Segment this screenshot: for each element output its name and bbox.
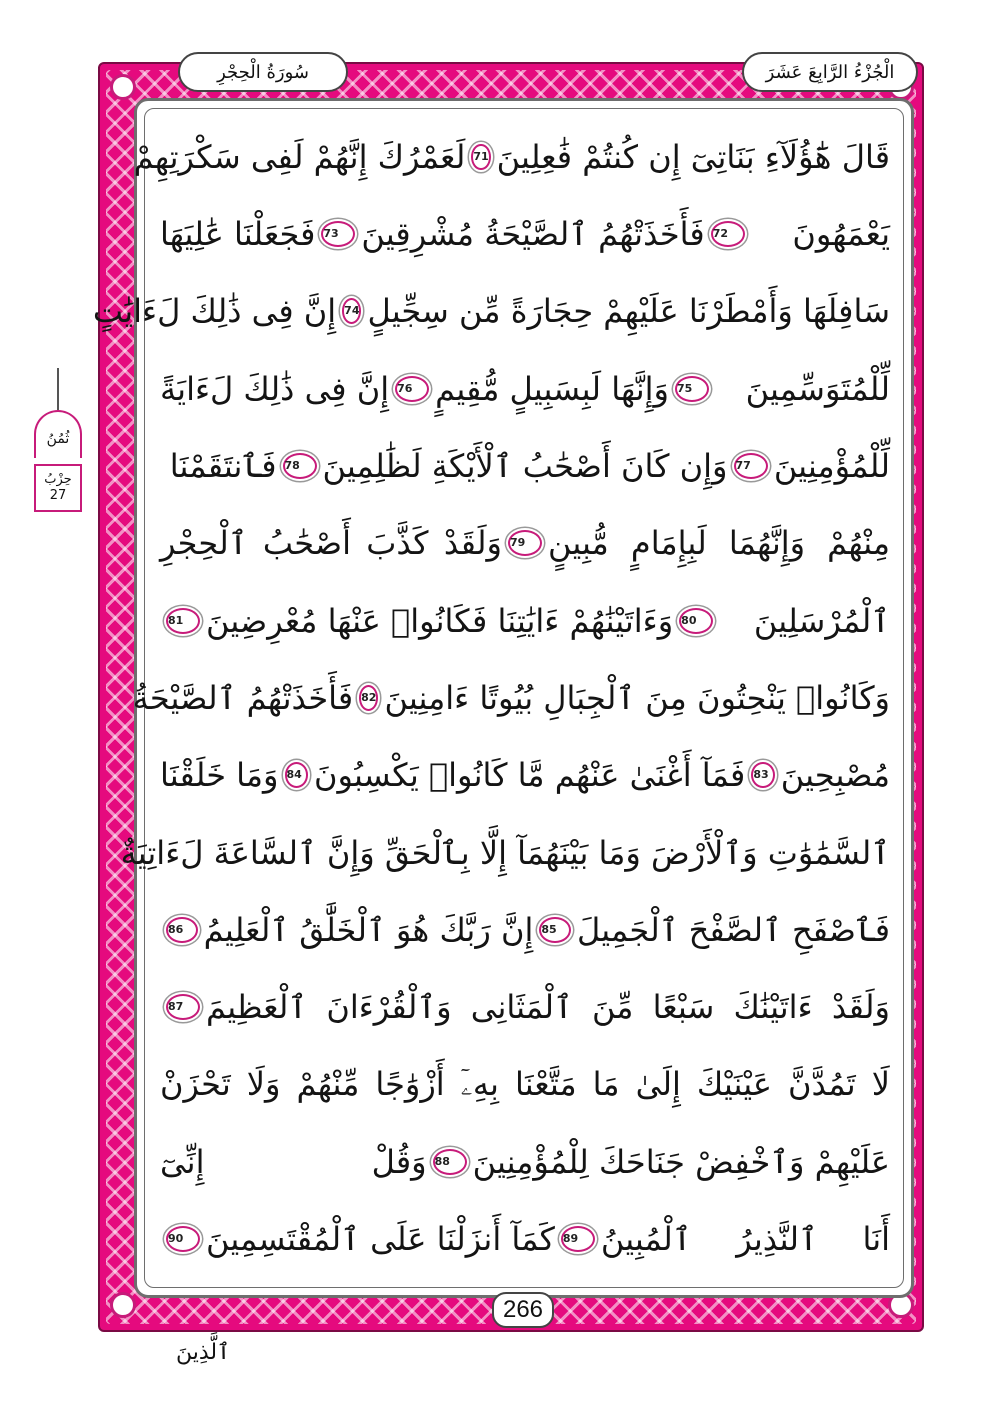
catchword: ٱلَّذِينَ <box>175 1340 230 1365</box>
text-line <box>160 977 890 1037</box>
verse-text: إِنَّ رَبَّكَ هُوَ ٱلْخَلَّٰقُ ٱلْعَلِيمُ <box>203 911 534 949</box>
verse-text: لِّلْمُؤْمِنِينَ <box>773 447 890 485</box>
verse-number-marker: 89 <box>561 1226 595 1252</box>
hizb-spike-ornament <box>52 368 64 410</box>
text-line <box>160 900 890 960</box>
verse-text: إِنَّ فِى ذَٰلِكَ لَءَايَةً <box>160 369 390 408</box>
text-line <box>160 359 890 419</box>
verse-text: فَأَخَذَتْهُمُ ٱلصَّيْحَةُ مُشْرِقِينَ <box>361 215 705 253</box>
verse-text: عَلَيْهِمْ وَٱخْفِضْ جَنَاحَكَ لِلْمُؤْمِنِينَ <box>472 1143 890 1181</box>
hizb-fraction: ثُمُنُ <box>34 410 82 458</box>
text-line <box>160 1209 890 1269</box>
verse-text: مِنْهُمْ وَإِنَّهُمَا لَبِإِمَامٍ مُّبِينٍ <box>548 524 890 563</box>
verse-number-marker: 74 <box>342 298 361 324</box>
verse-number-marker: 88 <box>433 1149 467 1175</box>
text-line <box>132 668 890 728</box>
text-line <box>160 745 890 805</box>
verse-text: مُصْبِحِينَ <box>780 756 890 795</box>
verse-text: يَعْمَهُونَ <box>792 215 890 253</box>
page-number: 266 <box>492 1292 554 1328</box>
verse-number-marker: 87 <box>166 994 200 1020</box>
text-line <box>160 591 890 651</box>
quran-text <box>92 118 890 1278</box>
verse-text: وَلَقَدْ ءَاتَيْنَٰكَ سَبْعًا مِّنَ ٱلْمَثَانِى وَٱلْقُرْءَانَ ٱلْعَظِيمَ <box>206 988 890 1027</box>
verse-text: لِّلْمُتَوَسِّمِينَ <box>745 369 890 408</box>
verse-number-marker: 86 <box>166 917 198 943</box>
verse-number-marker: 77 <box>734 453 768 479</box>
verse-number-marker: 90 <box>166 1226 200 1252</box>
verse-number-marker: 80 <box>679 608 713 634</box>
verse-text: وَمَا خَلَقْنَا <box>160 756 279 795</box>
hizb-number: 27 <box>49 488 67 503</box>
corner-ornament-bottom-left <box>110 1292 136 1318</box>
verse-text: وَلَقَدْ كَذَّبَ أَصْحَٰبُ ٱلْحِجْرِ <box>160 524 502 563</box>
verse-text: لَعَمْرُكَ إِنَّهُمْ لَفِى سَكْرَتِهِمْ <box>133 137 466 176</box>
verse-number-marker: 82 <box>359 685 378 711</box>
verse-number-marker: 81 <box>166 608 200 634</box>
surah-header: سُورَةُ الْحِجْرِ <box>178 52 348 92</box>
verse-text: أَنَا ٱلنَّذِيرُ ٱلْمُبِينُ <box>600 1220 890 1259</box>
verse-text: وَقُلْ إِنِّىٓ <box>160 1143 427 1181</box>
verse-text: فَٱنتَقَمْنَا <box>169 447 277 485</box>
verse-text: ٱلْمُرْسَلِينَ <box>753 601 890 640</box>
verse-text: كَمَآ أَنزَلْنَا عَلَى ٱلْمُقْتَسِمِينَ <box>206 1220 555 1259</box>
verse-text: وَكَانُوا۟ يَنْحِتُونَ مِنَ ٱلْجِبَالِ بُيُوتًا ءَامِنِينَ <box>384 679 890 717</box>
hizb-box <box>34 464 82 512</box>
verse-text: فَأَخَذَتْهُمُ ٱلصَّيْحَةُ <box>132 679 354 717</box>
hizb-marker <box>34 368 82 516</box>
verse-text: وَإِن كَانَ أَصْحَٰبُ ٱلْأَيْكَةِ لَظَٰلِمِينَ <box>322 447 728 485</box>
text-line <box>160 1055 890 1115</box>
verse-text: وَءَاتَيْنَٰهُمْ ءَايَٰتِنَا فَكَانُوا۟ عَنْهَا مُعْرِضِينَ <box>206 601 674 640</box>
text-line <box>92 281 890 341</box>
verse-text: فَٱصْفَحِ ٱلصَّفْحَ ٱلْجَمِيلَ <box>576 911 890 949</box>
verse-text: إِنَّ فِى ذَٰلِكَ لَءَايَٰتٍ <box>92 292 337 331</box>
verse-text: فَمَآ أَغْنَىٰ عَنْهُم مَّا كَانُوا۟ يَكْسِبُونَ <box>313 756 746 795</box>
verse-number-marker: 73 <box>321 221 355 247</box>
verse-text: ٱلسَّمَٰوَٰتِ وَٱلْأَرْضَ وَمَا بَيْنَهُمَآ إِلَّا بِٱلْحَقِّ وَإِنَّ ٱلسَّاعَةَ لَءَاتِيَةٌ <box>120 833 890 872</box>
verse-number-marker: 75 <box>675 376 709 402</box>
juz-header: الْجُزْءُ الرَّابِعَ عَشَرَ <box>742 52 918 92</box>
verse-text: فَجَعَلْنَا عَٰلِيَهَا <box>160 215 316 253</box>
verse-text: سَافِلَهَا وَأَمْطَرْنَا عَلَيْهِمْ حِجَارَةً مِّن سِجِّيلٍ <box>367 292 890 331</box>
text-line <box>160 436 890 496</box>
verse-number-marker: 83 <box>751 762 774 788</box>
verse-text: لَا تَمُدَّنَّ عَيْنَيْكَ إِلَىٰ مَا مَتَّعْنَا بِهِۦٓ أَزْوَٰجًا مِّنْهُمْ وَلَا تَحْزَنْ <box>160 1065 890 1104</box>
verse-number-marker: 72 <box>711 221 745 247</box>
verse-number-marker: 78 <box>283 453 317 479</box>
text-line <box>160 513 890 573</box>
verse-number-marker: 76 <box>395 376 429 402</box>
verse-text: قَالَ هَٰٓؤُلَآءِ بَنَاتِىٓ إِن كُنتُمْ فَٰعِلِينَ <box>496 137 890 176</box>
verse-text: وَإِنَّهَا لَبِسَبِيلٍ مُّقِيمٍ <box>435 369 669 408</box>
text-line <box>160 204 890 264</box>
verse-number-marker: 71 <box>471 144 490 170</box>
verse-number-marker: 85 <box>539 917 571 943</box>
text-line <box>160 1132 890 1192</box>
verse-number-marker: 79 <box>508 530 542 556</box>
text-line <box>133 127 890 187</box>
verse-number-marker: 84 <box>285 762 308 788</box>
hizb-label: حِزْبُ <box>44 472 72 487</box>
text-line <box>120 823 890 883</box>
corner-ornament-top-left <box>110 74 136 100</box>
